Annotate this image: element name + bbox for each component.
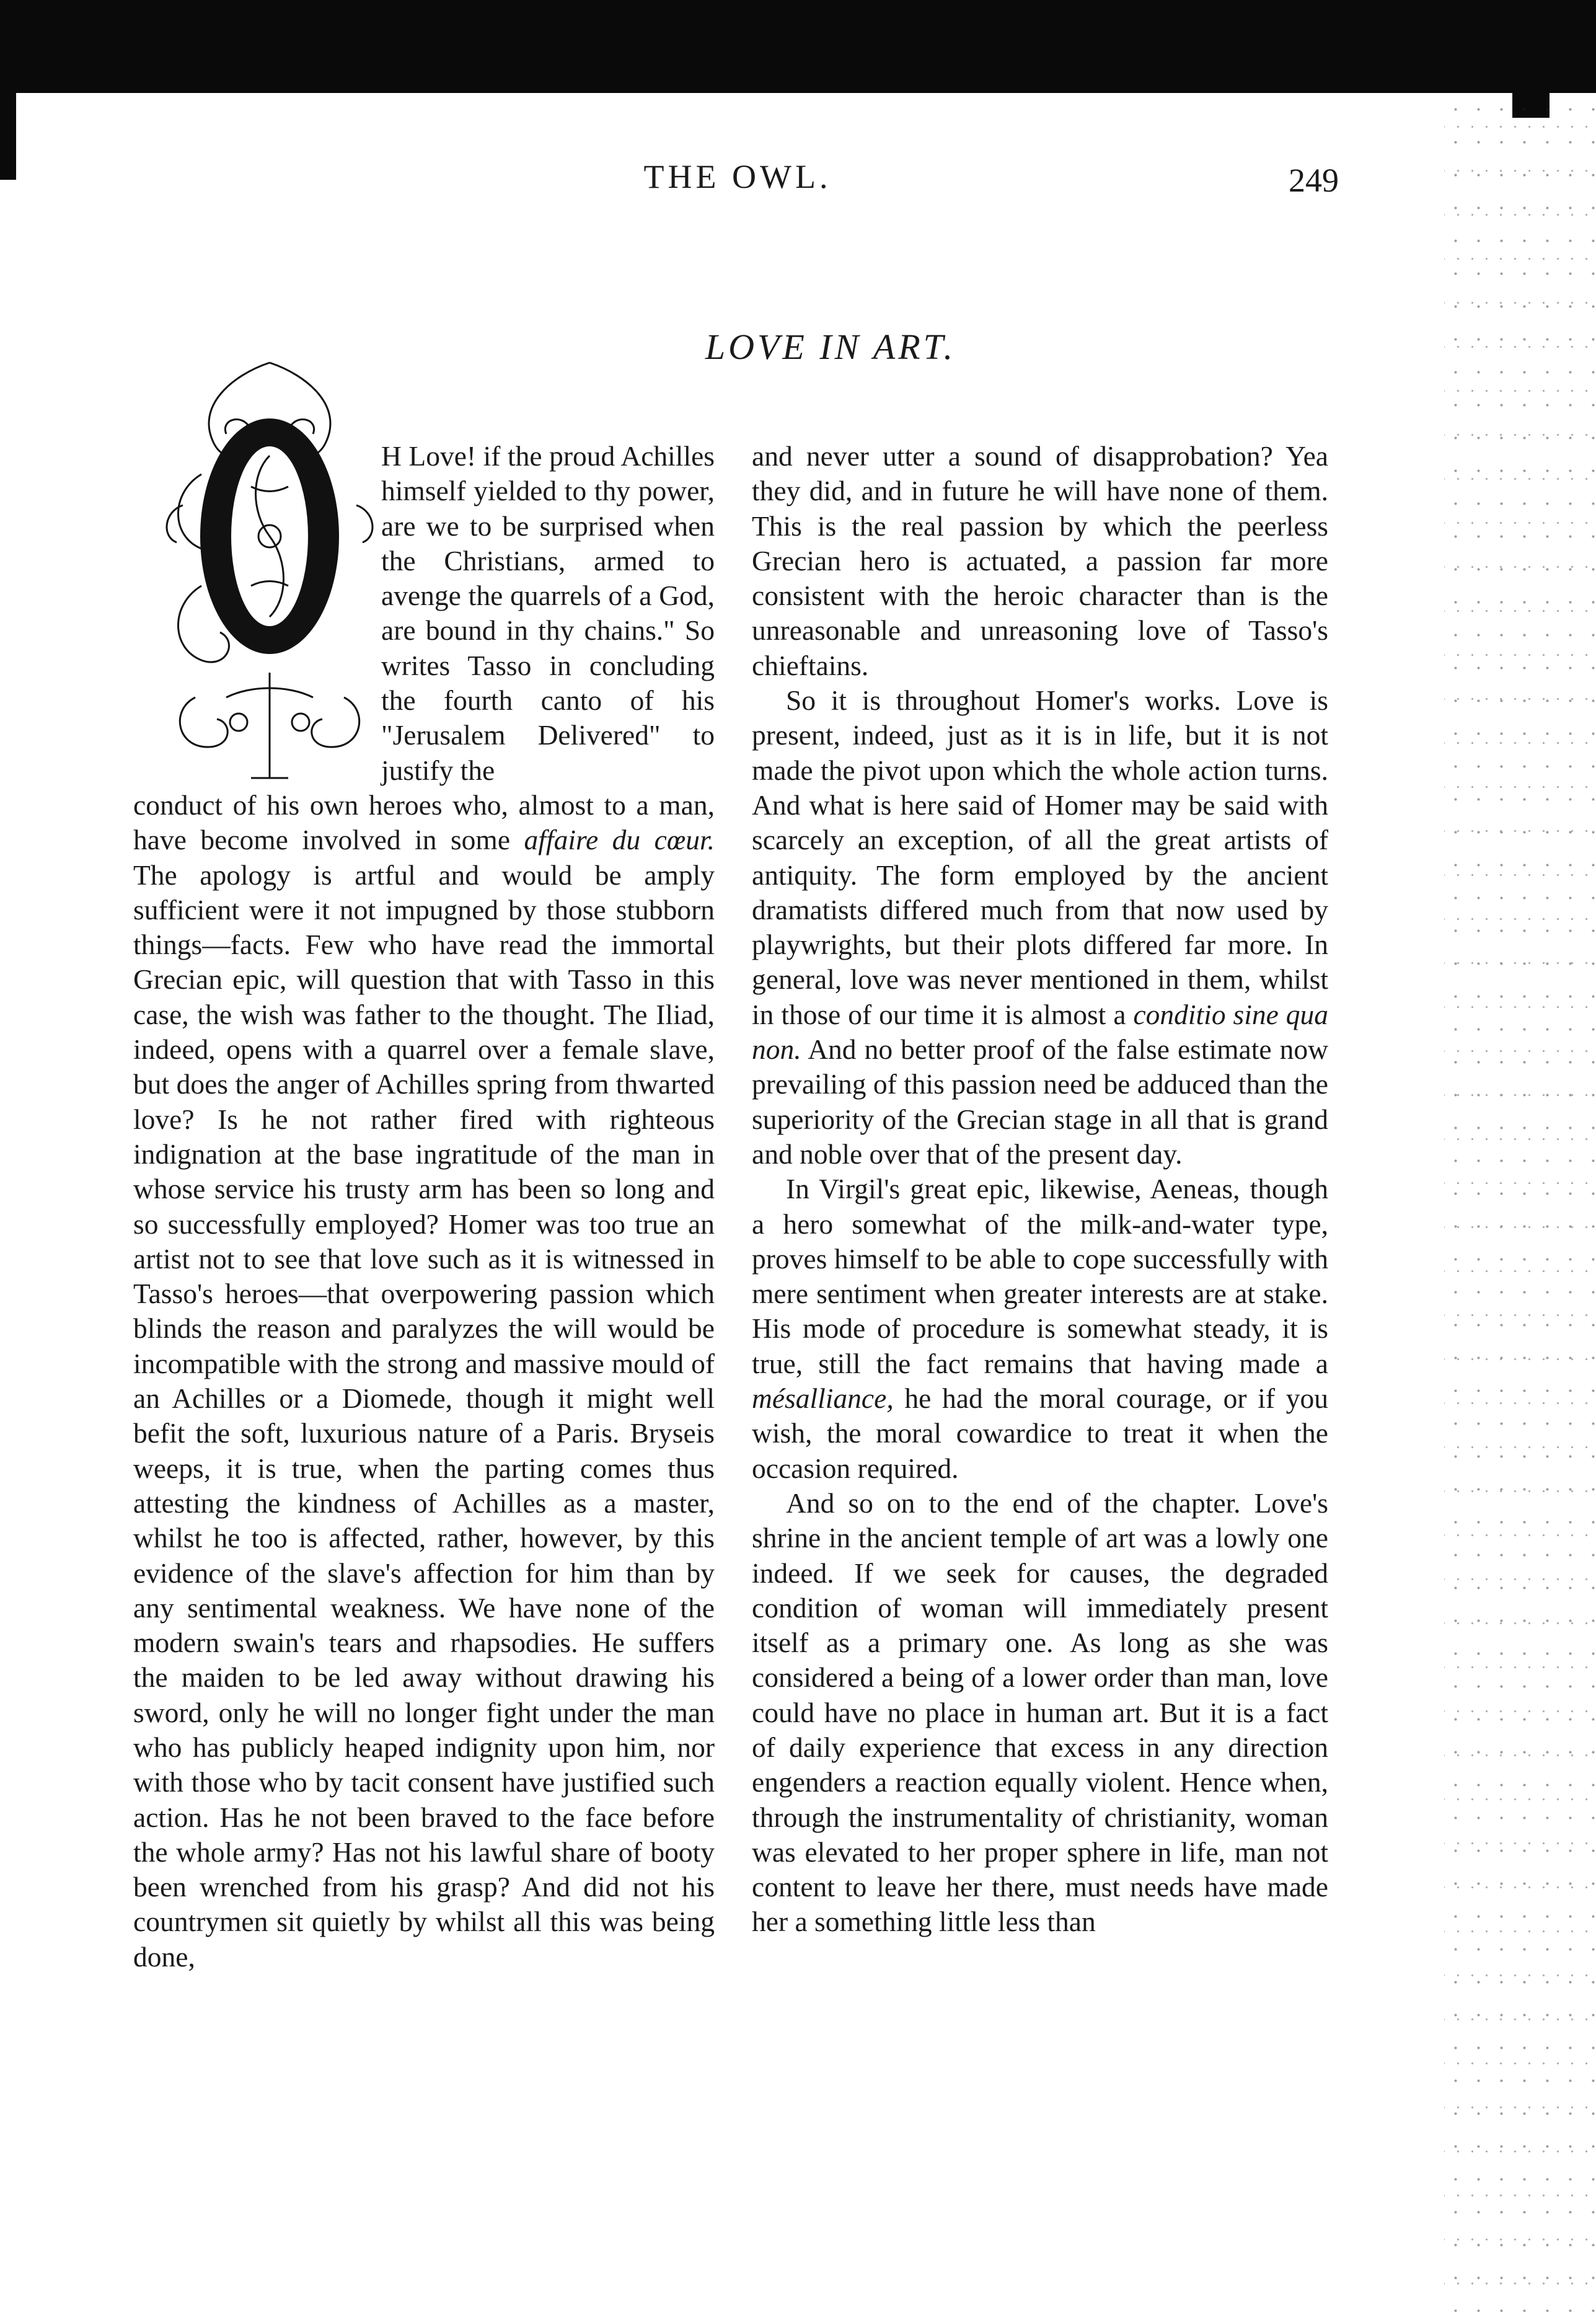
paragraph-text: In Virgil's great epic, likewise, Aeneas, though a hero somewhat of the milk-and-water type, proves himself to be able to cope successfully with mere sentiment when greater interests are at stake. His mode of procedure is somewhat steady, it is true, still the fact remains that having made a	[752, 1173, 1328, 1379]
paragraph-text: The apology is artful and would be amply sufficient were it not impugned by those stubborn things—facts. Few who have read the immortal Grecian epic, will question that with Tasso in this case, the wish was father to the thought. The Iliad, indeed, opens with a quarrel over a female slave, but does the anger of Achilles spring from thwarted love? Is he not rather fired with righteous indignation at the base ingratitude of the man in whose service his trusty arm has been so long and so successfully employed? Homer was too true an artist not to see that love such as it is witnessed in Tasso's heroes—that overpowering passion which blinds the reason and paralyzes the will would be incompatible with the strong and massive mould of an Achilles or a Diomede, though it might well befit the soft, luxurious nature of a Paris. Bryseis weeps, it is true, when the parting comes thus attesting the kindness of Achilles as a master, whilst he too is affected, rather, however, by this evidence of the slave's affection for him than by any sentimental weakness. We have none of the modern swain's tears and rhapsodies. He suffers the maiden to be led away without drawing his sword, only he will no longer fight under the man who has publicly heaped indignity upon him, nor with those who by tacit consent have justified such action. Has he not been braved to the face before the whole army? Has not his lawful share of booty been wrenched from his grasp? And did not his countrymen sit quietly by whilst all this was being done,	[133, 859, 715, 1973]
scan-edge-noise	[1444, 93, 1596, 2321]
paragraph	[752, 683, 1328, 1172]
continued-paragraph: and never utter a sound of disapprobation? Yea they did, and in future he will have none of them. This is the real passion by which the peerless Grecian hero is actuated, a passion far more consistent with the heroic character than is the unreasonable and unreasoning love of Tasso's chieftains.	[752, 440, 1328, 681]
article-title: LOVE IN ART.	[705, 327, 956, 367]
opening-paragraph-body	[133, 788, 715, 1974]
italic-phrase: conditio sine qua non.	[752, 998, 1328, 1066]
paragraph-text: he had the moral courage, or if you wish, the moral cowardice to treat it when the occasion required.	[752, 1382, 1328, 1484]
paragraph-text: And no better proof of the false estimate now prevailing of this passion need be adduced than the superiority of the Grecian stage in all that is grand and noble over that of the present day.	[752, 1033, 1328, 1170]
italic-phrase: affaire du cœur.	[524, 824, 715, 856]
left-column	[133, 439, 715, 1974]
running-head	[0, 152, 1596, 208]
italic-phrase: mésalliance,	[752, 1382, 894, 1415]
scan-top-edge	[0, 0, 1596, 93]
opening-paragraph-head: H Love! if the proud Achilles himself yielded to thy power, are we to be surprised when the Christians, armed to avenge the quarrels of a God, are bound in thy chains." So writes Tasso in concluding the fourth canto of his "Jerusalem Delivered" to justify the	[381, 440, 715, 786]
running-title: THE OWL.	[643, 158, 832, 195]
paragraph-text: So it is throughout Homer's works. Love is present, indeed, just as it is in life, but it is not made the pivot upon which the whole action turns. And what is here said of Homer may be said with scarcely an exception, of all the great artists of antiquity. The form employed by the ancient dramatists differed much from that now used by playwrights, but their plots differed far more. In general, love was never mentioned in them, whilst in those of our time it is almost a	[752, 684, 1328, 1030]
paragraph-text: conduct of his own heroes who, almost to a man, have become involved in some	[133, 789, 715, 856]
paragraph: And so on to the end of the chapter. Love's shrine in the ancient temple of art was a lowly one indeed. If we seek for causes, the degraded condition of woman will immediately present itself as a primary one. As long as she was considered a being of a lower order than man, love could have no place in human art. But it is a fact of daily experience that excess in any direction engenders a reaction equally violent. Hence when, through the instrumentality of christianity, woman was elevated to her proper sphere in life, man not content to leave her there, must needs have made her a something little less than	[752, 1487, 1328, 1938]
right-column	[752, 439, 1328, 1940]
page-number: 249	[1289, 162, 1339, 199]
paragraph	[752, 1172, 1328, 1486]
